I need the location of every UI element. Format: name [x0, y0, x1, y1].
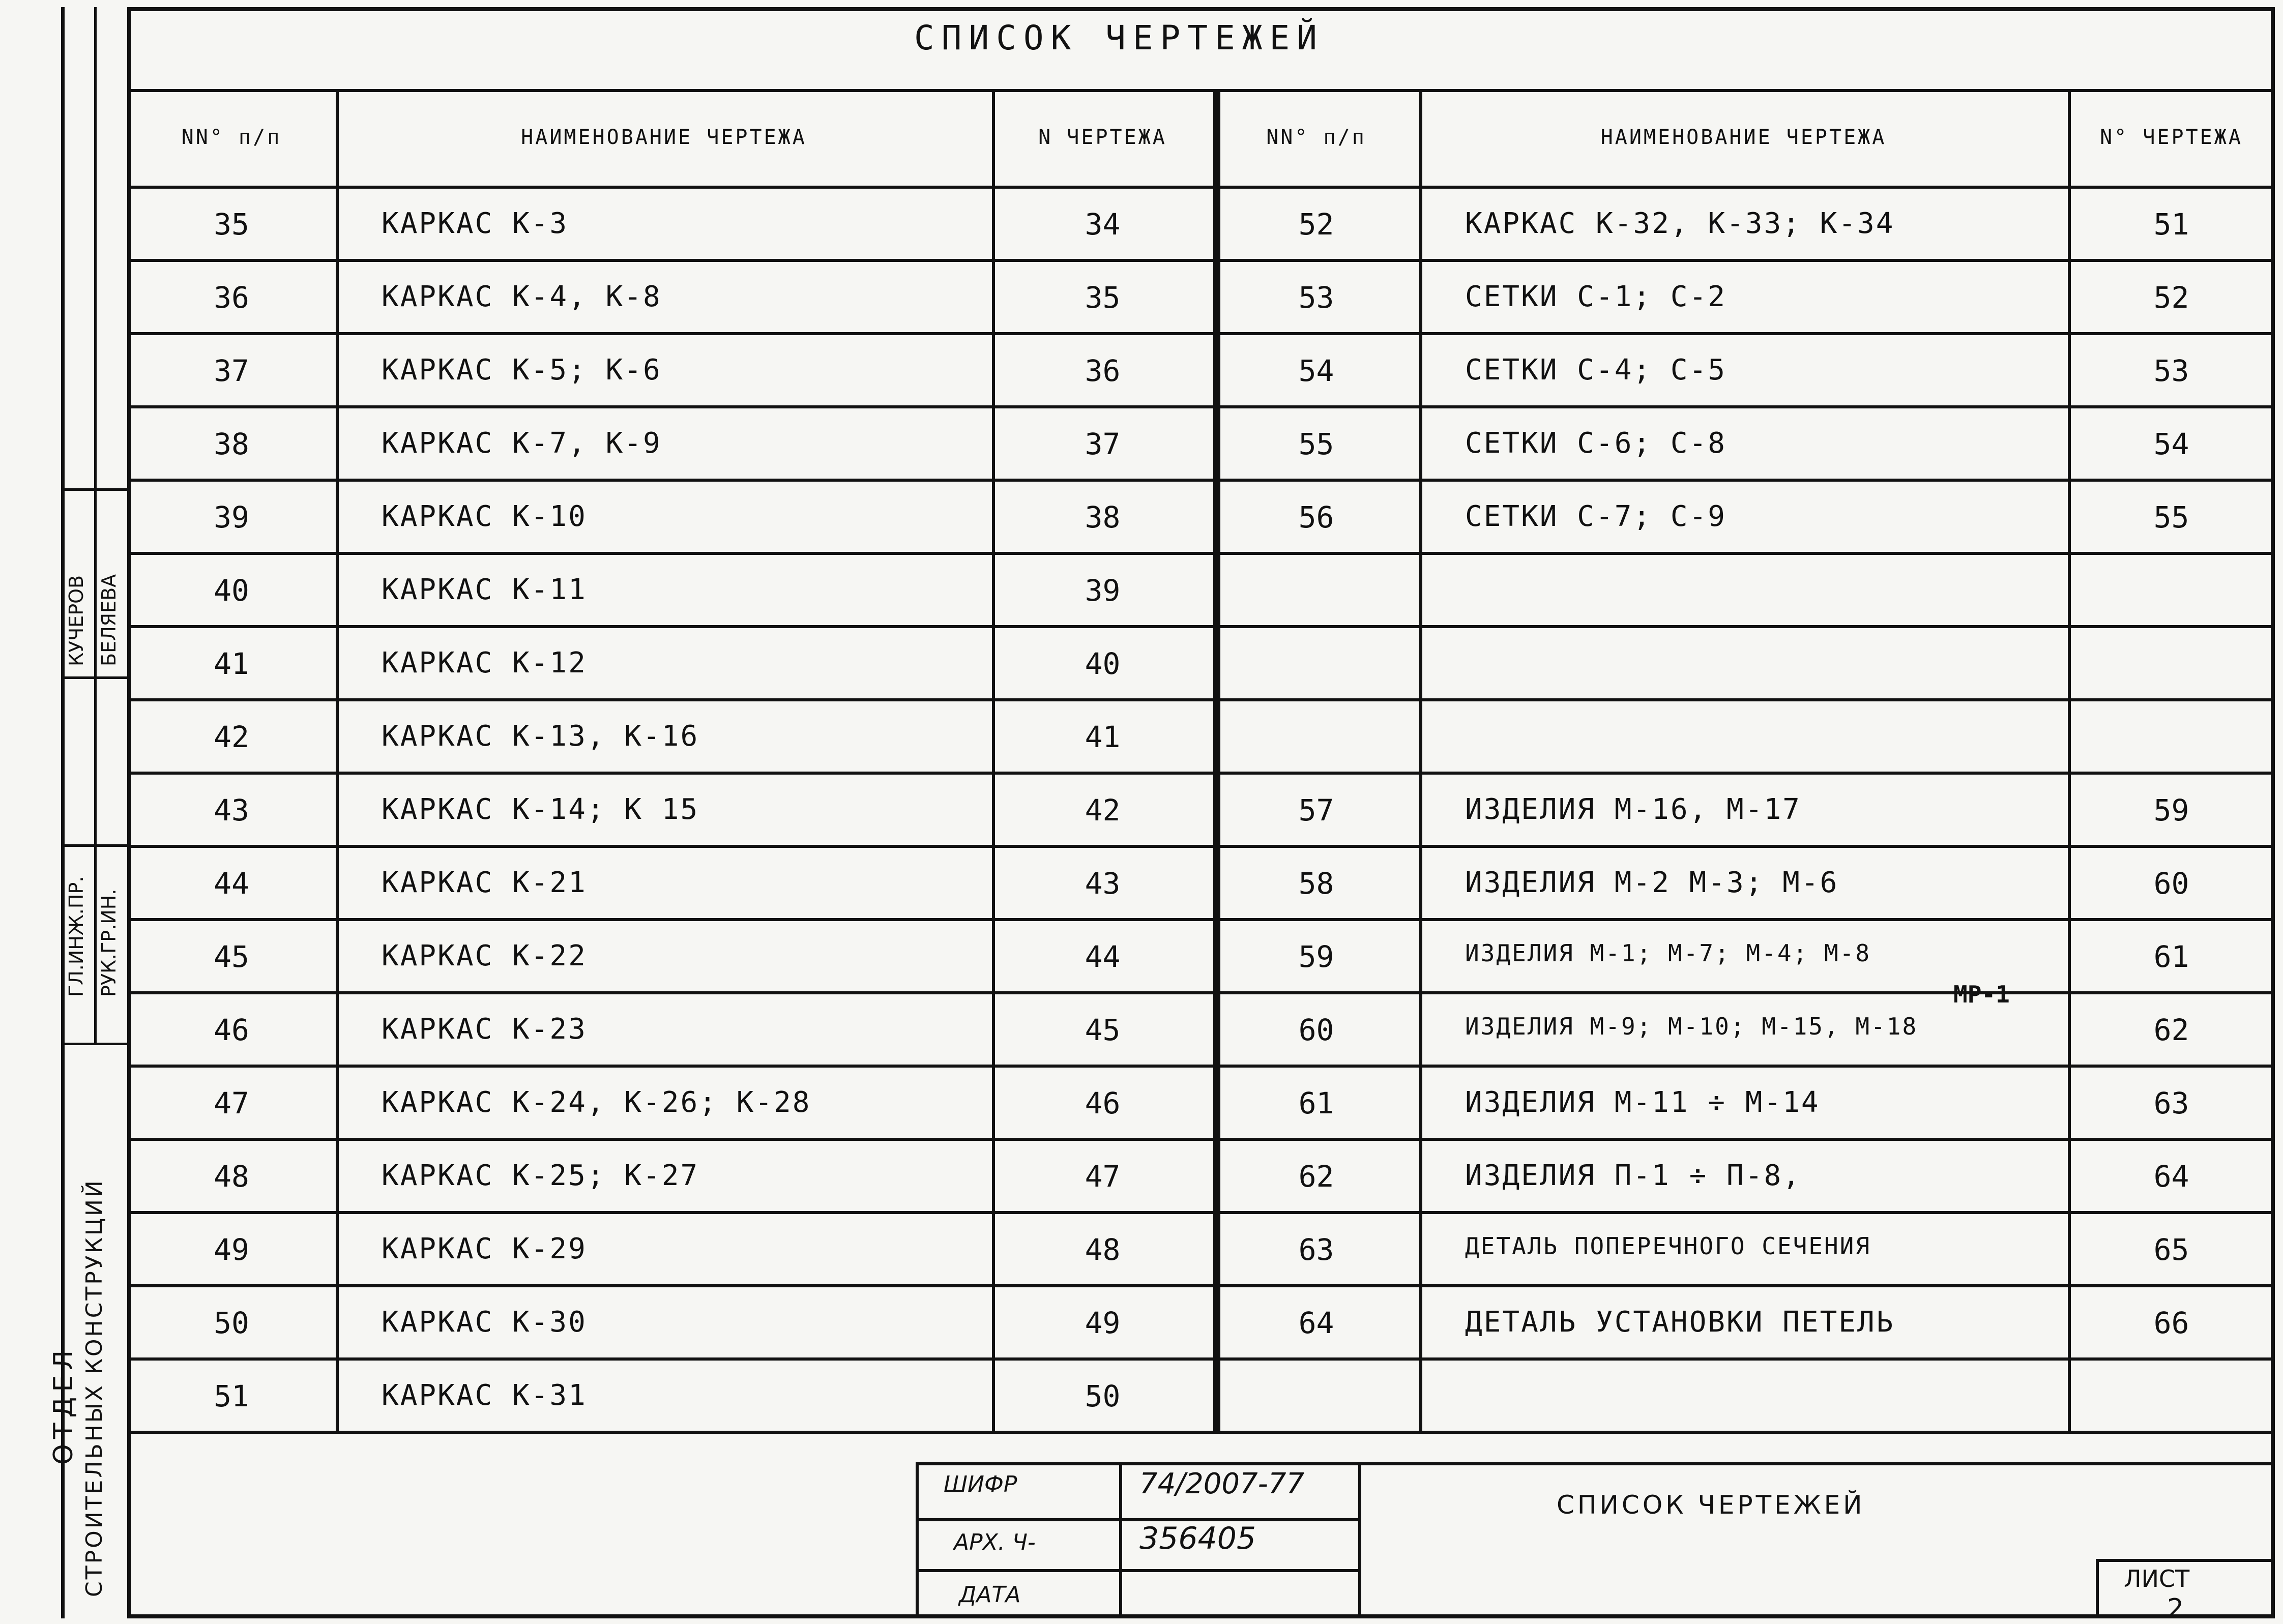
cipher-label: ШИФР: [944, 1471, 1017, 1497]
left-drawing-number: 43: [1085, 866, 1121, 901]
left-drawing-number: 40: [1085, 646, 1121, 681]
column-header-name: НАИМЕНОВАНИЕ ЧЕРТЕЖА: [521, 126, 807, 149]
right-drawing-number: 63: [2153, 1086, 2189, 1120]
right-row-number: 56: [1298, 500, 1334, 535]
left-row-number: 45: [214, 939, 249, 974]
column-header-drawing2: N° ЧЕРТЕЖА: [2100, 126, 2243, 149]
left-drawing-number: 48: [1085, 1232, 1121, 1267]
row-divider: [127, 259, 2275, 262]
left-drawing-name: КАРКАС К-13, К-16: [382, 720, 699, 753]
right-row-number: 64: [1298, 1306, 1334, 1340]
right-drawing-name: СЕТКИ С-4; С-5: [1465, 353, 1727, 387]
date-label: ДАТА: [959, 1582, 1021, 1608]
right-row-number: 52: [1298, 207, 1334, 242]
left-row-number: 37: [214, 353, 249, 388]
right-drawing-number: 64: [2153, 1159, 2189, 1194]
left-drawing-name: КАРКАС К-22: [382, 939, 587, 972]
right-drawing-name: СЕТКИ С-1; С-2: [1465, 280, 1727, 313]
sheet-number: 2: [2167, 1593, 2184, 1624]
row-divider: [127, 625, 2275, 628]
row-divider: [127, 991, 2275, 994]
sheet-label: ЛИСТ: [2124, 1565, 2190, 1592]
left-drawing-number: 42: [1085, 793, 1121, 828]
page-title: СПИСОК ЧЕРТЕЖЕЙ: [914, 18, 1325, 57]
column-divider: [1419, 89, 1422, 1431]
left-row-number: 42: [214, 720, 249, 754]
left-row-number: 49: [214, 1232, 249, 1267]
right-row-number: 53: [1298, 280, 1334, 315]
left-row-number: 48: [214, 1159, 249, 1194]
role-chief-engineer: ГЛ.ИНЖ.ПР.: [65, 876, 87, 997]
left-drawing-name: КАРКАС К-4, К-8: [382, 280, 662, 313]
title-block-divider: [1358, 1462, 1361, 1618]
right-drawing-number: 53: [2153, 353, 2189, 388]
left-row-number: 47: [214, 1086, 249, 1120]
row-divider: [127, 1065, 2275, 1068]
right-drawing-number: 66: [2153, 1306, 2189, 1340]
left-row-number: 41: [214, 646, 249, 681]
right-drawing-name: ИЗДЕЛИЯ М-11 ÷ М-14: [1465, 1086, 1820, 1119]
header-divider: [127, 186, 2275, 189]
right-row-number: 62: [1298, 1159, 1334, 1194]
left-drawing-name: КАРКАС К-23: [382, 1013, 587, 1046]
right-row-number: 57: [1298, 793, 1334, 828]
right-drawing-number: 52: [2153, 280, 2189, 315]
left-drawing-number: 47: [1085, 1159, 1121, 1194]
right-row-number: 58: [1298, 866, 1334, 901]
right-drawing-number: 61: [2153, 939, 2189, 974]
left-drawing-number: 37: [1085, 427, 1121, 461]
row-divider: [127, 332, 2275, 335]
left-row-number: 51: [214, 1379, 249, 1413]
right-row-number: 54: [1298, 353, 1334, 388]
row-divider: [127, 1138, 2275, 1141]
row-divider: [127, 845, 2275, 848]
right-row-number: 59: [1298, 939, 1334, 974]
right-row-number: 63: [1298, 1232, 1334, 1267]
left-drawing-number: 44: [1085, 939, 1121, 974]
strip-divider: [61, 844, 127, 847]
right-drawing-name: ИЗДЕЛИЯ П-1 ÷ П-8,: [1465, 1159, 1801, 1192]
document-title: СПИСОК ЧЕРТЕЖЕЙ: [1557, 1490, 1865, 1520]
row-divider: [127, 1357, 2275, 1361]
archive-value: 356405: [1139, 1521, 1256, 1556]
title-block-row: [2096, 1559, 2275, 1562]
left-drawing-number: 39: [1085, 573, 1121, 608]
left-row-number: 46: [214, 1013, 249, 1047]
cipher-value: 74/2007-77: [1139, 1467, 1305, 1500]
strip-divider: [61, 676, 127, 679]
left-row-number: 38: [214, 427, 249, 461]
name-kucherov: КУЧЕРОВ: [65, 575, 87, 666]
right-drawing-name: ИЗДЕЛИЯ М-16, М-17: [1465, 793, 1801, 826]
left-row-number: 44: [214, 866, 249, 901]
archive-label: АРХ. Ч-: [954, 1529, 1036, 1555]
title-block-row: [916, 1569, 1358, 1572]
column-header-num: NN° п/п: [181, 126, 282, 149]
left-drawing-number: 34: [1085, 207, 1121, 242]
left-row-number: 40: [214, 573, 249, 608]
right-drawing-name: ИЗДЕЛИЯ М-2 М-3; М-6: [1465, 866, 1839, 899]
right-drawing-name: СЕТКИ С-7; С-9: [1465, 500, 1727, 533]
right-row-number: 55: [1298, 427, 1334, 461]
row-divider: [127, 1284, 2275, 1287]
right-drawing-number: 62: [2153, 1013, 2189, 1047]
right-drawing-name: ИЗДЕЛИЯ М-9; М-10; М-15, М-18: [1465, 1013, 1918, 1040]
left-row-number: 50: [214, 1306, 249, 1340]
right-row-number: 61: [1298, 1086, 1334, 1120]
left-drawing-number: 36: [1085, 353, 1121, 388]
left-drawing-name: КАРКАС К-21: [382, 866, 587, 899]
right-drawing-name: ДЕТАЛЬ УСТАНОВКИ ПЕТЕЛЬ: [1465, 1306, 1895, 1339]
left-drawing-name: КАРКАС К-3: [382, 207, 569, 240]
left-drawing-name: КАРКАС К-12: [382, 646, 587, 680]
left-row-number: 36: [214, 280, 249, 315]
right-drawing-number: 54: [2153, 427, 2189, 461]
left-drawing-number: 45: [1085, 1013, 1121, 1047]
title-block-row: [916, 1518, 1358, 1521]
left-drawing-number: 41: [1085, 720, 1121, 754]
row-divider: [127, 479, 2275, 482]
left-drawing-name: КАРКАС К-24, К-26; К-28: [382, 1086, 811, 1119]
left-drawing-name: КАРКАС К-30: [382, 1306, 587, 1339]
right-drawing-name: ИЗДЕЛИЯ М-1; М-7; М-4; М-8: [1465, 939, 1871, 967]
left-drawing-name: КАРКАС К-11: [382, 573, 587, 606]
column-divider: [336, 89, 339, 1431]
row-divider: [127, 405, 2275, 408]
left-drawing-number: 50: [1085, 1379, 1121, 1413]
mp-annotation: МР-1: [1953, 981, 2010, 1008]
left-drawing-name: КАРКАС К-14; К 15: [382, 793, 699, 826]
department-name: СТРОИТЕЛЬНЫХ КОНСТРУКЦИЙ: [81, 1178, 107, 1597]
left-drawing-number: 49: [1085, 1306, 1121, 1340]
right-drawing-number: 60: [2153, 866, 2189, 901]
role-group-leader: РУК.ГР.ИН.: [98, 889, 120, 997]
left-drawing-name: КАРКАС К-31: [382, 1379, 587, 1412]
left-row-number: 35: [214, 207, 249, 242]
title-block-divider: [2096, 1559, 2099, 1618]
strip-divider: [61, 488, 127, 491]
left-drawing-number: 35: [1085, 280, 1121, 315]
left-row-number: 39: [214, 500, 249, 535]
strip-divider: [94, 7, 97, 1045]
title-block-divider: [916, 1462, 919, 1618]
right-drawing-number: 65: [2153, 1232, 2189, 1267]
right-drawing-number: 51: [2153, 207, 2189, 242]
left-drawing-name: КАРКАС К-25; К-27: [382, 1159, 699, 1192]
column-header-drawing: N ЧЕРТЕЖА: [1038, 126, 1167, 149]
right-drawing-name: ДЕТАЛЬ ПОПЕРЕЧНОГО СЕЧЕНИЯ: [1465, 1232, 1871, 1260]
department-label: ОТДЕЛ: [48, 1345, 79, 1465]
left-row-number: 43: [214, 793, 249, 828]
left-drawing-name: КАРКАС К-5; К-6: [382, 353, 662, 387]
column-header-name2: НАИМЕНОВАНИЕ ЧЕРТЕЖА: [1600, 126, 1887, 149]
left-drawing-number: 38: [1085, 500, 1121, 535]
row-divider: [127, 1431, 2275, 1434]
left-drawing-name: КАРКАС К-7, К-9: [382, 427, 662, 460]
row-divider: [127, 698, 2275, 701]
strip-divider: [61, 1043, 127, 1045]
right-drawing-number: 59: [2153, 793, 2189, 828]
right-row-number: 60: [1298, 1013, 1334, 1047]
right-drawing-name: СЕТКИ С-6; С-8: [1465, 427, 1727, 460]
row-divider: [127, 1211, 2275, 1214]
row-divider: [127, 918, 2275, 921]
right-drawing-number: 55: [2153, 500, 2189, 535]
column-header-num2: NN° п/п: [1266, 126, 1366, 149]
title-block-divider: [1119, 1462, 1122, 1618]
row-divider: [127, 772, 2275, 775]
table-top-border: [127, 89, 2275, 92]
row-divider: [127, 552, 2275, 555]
left-drawing-name: КАРКАС К-29: [382, 1232, 587, 1265]
left-drawing-name: КАРКАС К-10: [382, 500, 587, 533]
right-drawing-name: КАРКАС К-32, К-33; К-34: [1465, 207, 1895, 240]
left-drawing-number: 46: [1085, 1086, 1121, 1120]
name-belyaeva: БЕЛЯЕВА: [98, 574, 120, 666]
